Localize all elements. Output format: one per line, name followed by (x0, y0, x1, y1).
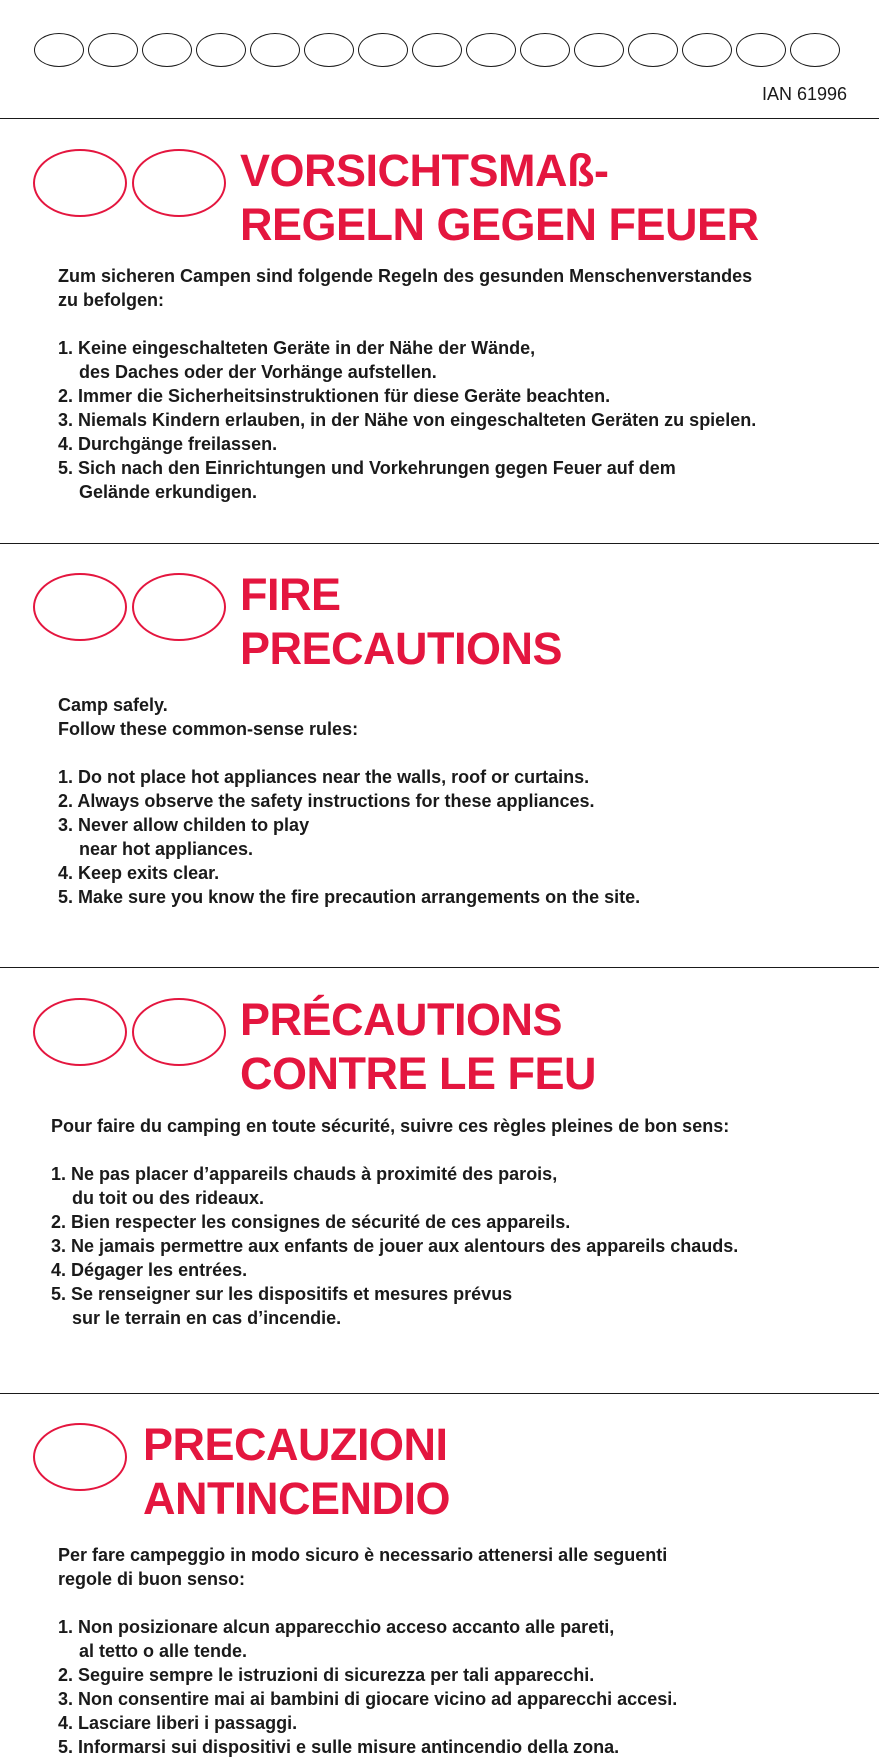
oval-placeholder (33, 998, 127, 1066)
oval-placeholder (628, 33, 678, 67)
rules-list (58, 765, 640, 909)
list-item: 5. Make sure you know the fire precaution arrangements on the site. (58, 887, 641, 907)
list-item: 1. Non posizionare alcun apparecchio acceso accanto alle pareti, al tetto o alle tende. (58, 1617, 615, 1661)
oval-placeholder (520, 33, 570, 67)
section-body (58, 693, 640, 909)
oval-placeholder (250, 33, 300, 67)
list-item: 3. Never allow childen to play near hot appliances. (58, 815, 310, 859)
oval-placeholder (466, 33, 516, 67)
oval-placeholder (88, 33, 138, 67)
title-line: CONTRE LE FEU (240, 1048, 597, 1099)
section-body (58, 264, 756, 504)
oval-placeholder (33, 1423, 127, 1491)
list-item: 1. Do not place hot appliances near the walls, roof or curtains. (58, 767, 590, 787)
list-item: 4. Durchgänge freilassen. (58, 434, 278, 454)
rules-list (58, 336, 756, 504)
ian-number: IAN 61996 (761, 84, 847, 104)
list-item: 5. Sich nach den Einrichtungen und Vorkehrungen gegen Feuer auf dem Gelände erkundigen. (58, 458, 676, 502)
list-item: 2. Seguire sempre le istruzioni di sicurezza per tali apparecchi. (58, 1665, 595, 1685)
list-item: 1. Ne pas placer d’appareils chauds à proximité des parois, du toit ou des rideaux. (51, 1164, 558, 1208)
list-item: 2. Immer die Sicherheitsinstruktionen für diese Geräte beachten. (58, 386, 611, 406)
list-item: 3. Ne jamais permettre aux enfants de jouer aux alentours des appareils chauds. (51, 1236, 739, 1256)
language-ovals (33, 149, 231, 217)
oval-placeholder (790, 33, 840, 67)
oval-placeholder (574, 33, 624, 67)
intro-text: Zum sicheren Campen sind folgende Regeln des gesunden Menschenverstandes zu befolgen: (58, 266, 753, 310)
oval-placeholder (132, 149, 226, 217)
rules-list (58, 1615, 677, 1759)
list-item: 5. Se renseigner sur les dispositifs et mesures prévus sur le terrain en cas d’incendie. (51, 1284, 513, 1328)
intro-text: Camp safely. Follow these common-sense rules: (58, 695, 359, 739)
oval-placeholder (682, 33, 732, 67)
section-title (240, 993, 596, 1101)
oval-placeholder (412, 33, 462, 67)
oval-placeholder (142, 33, 192, 67)
list-item: 2. Bien respecter les consignes de sécurité de ces appareils. (51, 1212, 571, 1232)
title-line: PRÉCAUTIONS (240, 994, 563, 1045)
list-item: 4. Lasciare liberi i passaggi. (58, 1713, 298, 1733)
divider (0, 543, 879, 544)
list-item: 4. Keep exits clear. (58, 863, 220, 883)
title-line: PRECAUTIONS (240, 623, 563, 674)
section-title (240, 144, 759, 252)
list-item: 5. Informarsi sui dispositivi e sulle misure antincendio della zona. (58, 1737, 620, 1757)
language-ovals (33, 573, 231, 641)
list-item: 2. Always observe the safety instructions for these appliances. (58, 791, 595, 811)
language-ovals (33, 1423, 132, 1491)
title-line: ANTINCENDIO (143, 1473, 450, 1524)
section-title (240, 568, 562, 676)
oval-placeholder (736, 33, 786, 67)
divider (0, 1393, 879, 1394)
oval-placeholder (132, 998, 226, 1066)
oval-placeholder (34, 33, 84, 67)
list-item: 3. Niemals Kindern erlauben, in der Nähe von eingeschalteten Geräten zu spielen. (58, 410, 757, 430)
intro-text: Pour faire du camping en toute sécurité, suivre ces règles pleines de bon sens: (51, 1116, 730, 1136)
oval-placeholder (33, 149, 127, 217)
oval-placeholder (304, 33, 354, 67)
list-item: 4. Dégager les entrées. (51, 1260, 248, 1280)
top-oval-row (34, 33, 844, 71)
section-body (58, 1543, 677, 1759)
divider (0, 118, 879, 119)
title-line: PRECAUZIONI (143, 1419, 448, 1470)
oval-placeholder (33, 573, 127, 641)
title-line: REGELN GEGEN FEUER (240, 199, 759, 250)
intro-text: Per fare campeggio in modo sicuro è necessario attenersi alle seguenti regole di buon senso: (58, 1545, 668, 1589)
section-body (51, 1114, 738, 1330)
rules-list (51, 1162, 738, 1330)
list-item: 1. Keine eingeschalteten Geräte in der Nähe der Wände, des Daches oder der Vorhänge aufstellen. (58, 338, 536, 382)
oval-placeholder (132, 573, 226, 641)
title-line: FIRE (240, 569, 341, 620)
divider (0, 967, 879, 968)
section-title (143, 1418, 450, 1526)
oval-placeholder (196, 33, 246, 67)
title-line: VORSICHTSMAß- (240, 145, 609, 196)
language-ovals (33, 998, 231, 1066)
oval-placeholder (358, 33, 408, 67)
list-item: 3. Non consentire mai ai bambini di giocare vicino ad apparecchi accesi. (58, 1689, 678, 1709)
